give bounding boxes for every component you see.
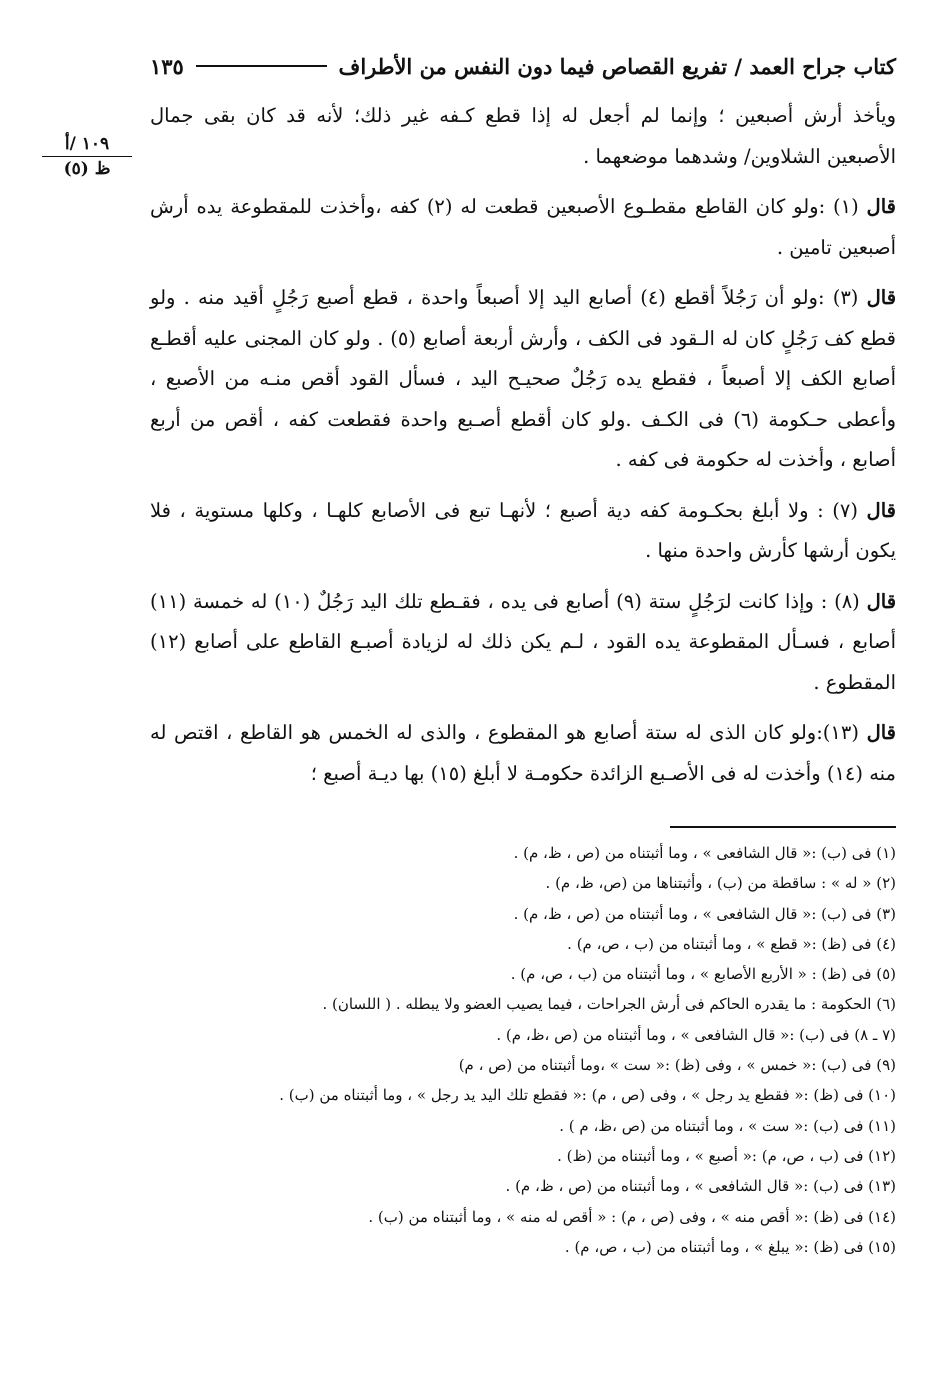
footnote: (٢) « له » : ساقطة من (ب) ، وأثبتناها من (ص، ظ، م) .: [545, 874, 896, 893]
footnote: (١١) فى (ب) :« ست » ، وما أثبتناه من (ص ،ظ، م ) .: [559, 1116, 896, 1135]
paragraph: [150, 278, 896, 481]
footnote: (٣) فى (ب) :« قال الشافعى » ، وما أثبتناه من (ص ، ظ، م) .: [513, 904, 896, 923]
qal-label: قال: [866, 195, 896, 218]
manuscript-margin-note: [42, 134, 132, 179]
main-text: [150, 96, 896, 804]
footnote-separator: [670, 826, 896, 828]
margin-source: ظ (٥): [63, 159, 111, 179]
footnote: (٥) فى (ظ) : « الأربع الأصابع » ، وما أثبتناه من (ب ، ص، م) .: [510, 965, 896, 984]
paragraph: [150, 713, 896, 794]
qal-label: قال: [866, 721, 896, 744]
qal-label: قال: [866, 589, 897, 613]
footnote: (٤) فى (ظ) :« قطع » ، وما أثبتناه من (ب ، ص، م) .: [567, 934, 896, 953]
footnote: (١٤) فى (ظ) :« أقص منه » ، وفى (ص ، م) : « أقص له منه » ، وما أثبتناه من (ب) .: [368, 1207, 896, 1226]
qal-label: قال: [866, 498, 896, 522]
paragraph: [150, 187, 896, 268]
footnote: (٦) الحكومة : ما يقدره الحاكم فى أرش الجراحات ، فيما يصيب العضو ولا يبطله . ( اللسان) .: [322, 995, 896, 1014]
paragraph: [150, 491, 896, 572]
paragraph-text: (١) :ولو كان القاطع مقطـوع الأصبعين قطعت له (٢) كفه ،وأخذت للمقطوعة يده أرش أصبعين تامين .: [150, 195, 896, 259]
footnote: (١٢) فى (ب ، ص، م) :« أصبع » ، وما أثبتناه من (ظ) .: [557, 1146, 896, 1165]
footnote: (٩) فى (ب) :« خمس » ، وفى (ظ) :« ست » ،وما أثبتناه من (ص ، م): [458, 1056, 896, 1075]
paragraph-text: (٧) : ولا أبلغ بحكـومة كفه دية أصبع ؛ لأنهـا تبع فى الأصابع كلهـا ، وكلها مستوية ، فلا يكون أرشها كأرش واحدة منها .: [150, 498, 896, 562]
qal-label: قال: [866, 286, 897, 309]
paragraph-text: ويأخذ أرش أصبعين ؛ وإنما لم أجعل له إذا قطع كـفه غير ذلك؛ لأنه قد كان بقى جمال الأصبعين الشلاوين/ وشدهما موضعهما .: [150, 104, 896, 168]
footnote: (١٠) فى (ظ) :« فقطع يد رجل » ، وفى (ص ، م) :« فقطع تلك اليد يد رجل » ، وما أثبتناه من (ب) .: [279, 1086, 896, 1105]
footnote: (١٥) فى (ظ) :« يبلغ » ، وما أثبتناه من (ب ، ص، م) .: [564, 1237, 896, 1256]
page-number: ١٣٥: [150, 53, 184, 79]
paragraph-text: (٨) : وإذا كانت لرَجُلٍ ستة (٩) أصابع فى يده ، فقـطع تلك اليد رَجُلٌ (١٠) له خمسة (١١) أصابع ، فسـأل المقطوعة يده القود ، لـم يكن ذلك له لزيادة أصبـع القاطع على أصابع (١٢) المقطوع .: [150, 589, 896, 694]
footnotes: [150, 838, 896, 1262]
paragraph-text: (١٣):ولو كان الذى له ستة أصابع هو المقطوع ، والذى له الخمس هو القاطع ، اقتص له منه (١٤) وأخذت له فى الأصـبع الزائدة حكومـة لا أبلغ (١٥) بها ديـة أصبع ؛: [150, 721, 896, 785]
paragraph-text: (٣) :ولو أن رَجُلاً أقطع (٤) أصابع اليد إلا أصبعاً واحدة ، قطع أصبع رَجُلٍ أقيد منه . ولو قطع كف رَجُلٍ كان له الـقود فى الكف ، وأرش أربعة أصابع (٥) . ولو كان المجنى عليه أقطـع أصابع الكف إلا أصبعاً ، فقطع يده رَجُلٌ صحيـح اليد ، فسأل القود أقص منـه من الأصبع ، وأعطى حـكومة (٦) فى الكـف .ولو كان أقطع أصـبع واحدة فقطعت كفه ، أقص من أربع أصابع ، وأخذت له حكومة فى كفه .: [150, 286, 897, 471]
paragraph: [150, 582, 896, 704]
footnote: (٧ ـ ٨) فى (ب) :« قال الشافعى » ، وما أثبتناه من (ص ،ظ، م) .: [496, 1025, 896, 1044]
paragraph: [150, 96, 896, 177]
margin-folio: ١٠٩ /أ: [42, 134, 132, 157]
header-rule: [196, 65, 327, 67]
running-header: [150, 46, 896, 86]
footnote: (١) فى (ب) :« قال الشافعى » ، وما أثبتناه من (ص ، ظ، م) .: [513, 844, 896, 862]
footnote: (١٣) فى (ب) :« قال الشافعى » ، وما أثبتناه من (ص ، ظ، م) .: [505, 1177, 896, 1196]
header-title: كتاب جراح العمد / تفريع القصاص فيما دون النفس من الأطراف: [338, 53, 896, 79]
